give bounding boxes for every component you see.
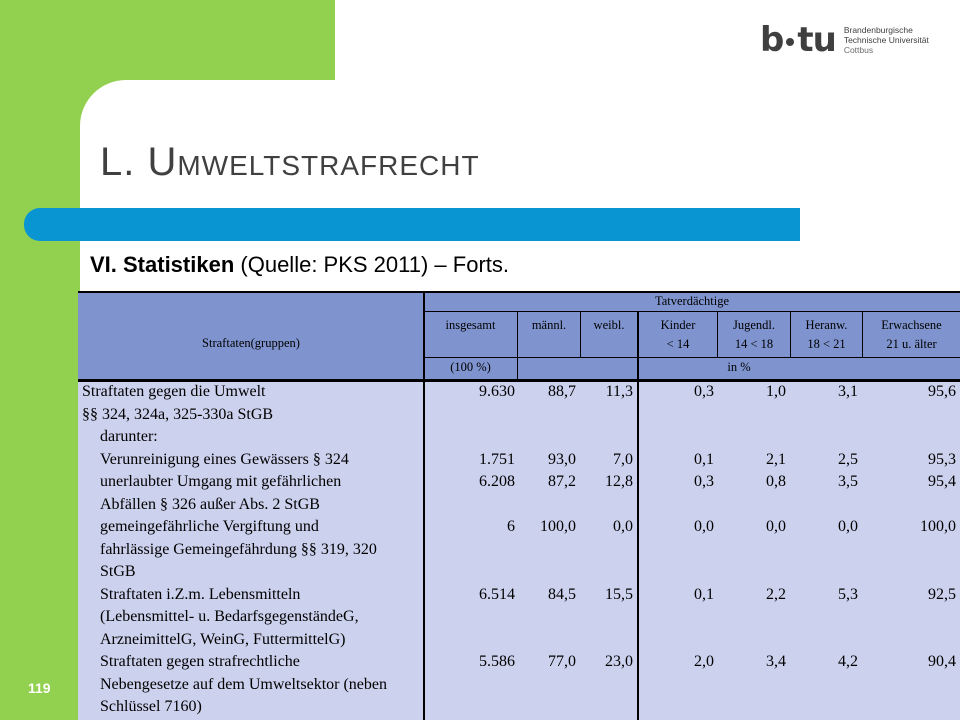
row-value-cell: 0,0 xyxy=(838,518,858,535)
row-label-line: darunter: xyxy=(100,428,158,445)
logo-line-1: Brandenburgische xyxy=(843,25,913,35)
row-value-cell: 92,5 xyxy=(928,585,956,603)
row-label-line: unerlaubter Umgang mit gefährlichen xyxy=(100,473,342,490)
btu-logo xyxy=(760,18,929,62)
rule-under-subheaders xyxy=(424,357,960,358)
header-erwachsene: Erwachsene xyxy=(881,318,942,332)
row-label-line: Straftaten gegen die Umwelt xyxy=(82,383,266,400)
blue-divider-bar xyxy=(24,208,800,241)
header-maennl: männl. xyxy=(531,318,567,332)
row-value-cell: 6.208 xyxy=(479,473,515,490)
row-value-cell: 0,1 xyxy=(694,450,714,468)
row-label-line: Abfällen § 326 außer Abs. 2 StGB xyxy=(100,495,320,513)
row-value-cell: 0,8 xyxy=(766,473,786,490)
row-label-line: Straftaten i.Z.m. Lebensmitteln xyxy=(100,585,301,603)
row-value-cell: 95,6 xyxy=(928,383,956,400)
row-value-cell: 3,5 xyxy=(838,473,858,490)
row-value-cell: 23,0 xyxy=(605,653,633,670)
row-value-cell: 0,0 xyxy=(694,518,714,535)
header-insgesamt: insgesamt xyxy=(445,318,496,332)
row-label-line: gemeingefährliche Vergiftung und xyxy=(100,518,319,535)
header-erwachsene-range: 21 u. älter xyxy=(886,337,937,351)
vrule-label xyxy=(423,291,425,720)
row-value-cell: 77,0 xyxy=(548,653,576,670)
row-value-cell: 3,1 xyxy=(838,383,858,400)
btu-logo-mark xyxy=(760,20,836,60)
row-value-cell: 93,0 xyxy=(548,450,576,468)
row-value-cell: 84,5 xyxy=(548,585,576,603)
row-value-cell: 1,0 xyxy=(766,383,786,400)
logo-text xyxy=(844,25,929,55)
subtitle-rest: (Quelle: PKS 2011) – Forts. xyxy=(234,252,509,277)
header-percent100: (100 %) xyxy=(450,360,491,374)
row-value-cell: 12,8 xyxy=(605,473,633,490)
header-jugendl-range: 14 < 18 xyxy=(734,337,774,351)
rule-under-tatverdaechtige xyxy=(424,311,960,312)
header-group: Straftaten(gruppen) xyxy=(202,336,300,350)
rule-top xyxy=(78,291,960,293)
header-kinder: Kinder xyxy=(660,318,696,332)
header-heranw-range: 18 < 21 xyxy=(807,337,846,351)
row-value-cell: 100,0 xyxy=(920,518,956,535)
header-inpercent: in % xyxy=(727,360,751,374)
statistics-table xyxy=(78,291,960,720)
header-heranw: Heranw. xyxy=(805,318,848,332)
row-value-cell: 2,2 xyxy=(766,585,786,603)
row-label-line: Schlüssel 7160) xyxy=(100,698,202,715)
row-value-cell: 7,0 xyxy=(613,450,633,468)
logo-mark-b: b xyxy=(760,20,784,60)
row-value-cell: 87,2 xyxy=(548,473,576,490)
header-tatverdaechtige: Tatverdächtige xyxy=(654,294,730,308)
slide-subtitle xyxy=(90,252,509,278)
row-value-cell: 0,3 xyxy=(694,473,714,490)
rule-header-bottom xyxy=(78,379,960,382)
row-label-line: StGB xyxy=(100,563,136,580)
row-value-cell: 2,5 xyxy=(838,450,858,468)
header-weibl: weibl. xyxy=(593,318,625,332)
row-value-cell: 11,3 xyxy=(605,383,633,400)
row-value-cell: 3,4 xyxy=(766,653,786,670)
subtitle-bold: VI. Statistiken xyxy=(90,252,235,277)
row-value-cell: 0,0 xyxy=(766,518,786,535)
row-label-line: §§ 324, 324a, 325-330a StGB xyxy=(82,405,274,423)
title-first: L. U xyxy=(100,140,178,184)
header-jugendl: Jugendl. xyxy=(732,318,775,332)
row-label-line: (Lebensmittel- u. BedarfsgegenständeG, xyxy=(100,608,359,625)
row-value-cell: 6 xyxy=(507,518,515,535)
row-value-cell: 2,0 xyxy=(694,653,714,670)
page-number: 119 xyxy=(28,680,51,696)
row-value-cell: 95,3 xyxy=(928,450,956,468)
row-label-line: Nebengesetze auf dem Umweltsektor (neben xyxy=(100,675,387,693)
row-value-cell: 4,2 xyxy=(838,653,858,670)
logo-mark-tu: tu xyxy=(797,20,836,60)
row-value-cell: 95,4 xyxy=(928,473,956,490)
row-value-cell: 1.751 xyxy=(479,450,515,468)
row-value-cell: 6.514 xyxy=(479,585,515,603)
row-label-line: ArzneimittelG, WeinG, FuttermittelG) xyxy=(100,630,346,648)
row-label-line: fahrlässige Gemeingefährdung §§ 319, 320 xyxy=(100,540,377,558)
logo-line-2: Technische Universität xyxy=(843,35,929,45)
row-value-cell: 5,3 xyxy=(838,585,858,603)
row-value-cell: 0,0 xyxy=(613,518,633,535)
row-label-line: Verunreinigung eines Gewässers § 324 xyxy=(100,450,349,468)
row-value-cell: 2,1 xyxy=(766,450,786,468)
slide-title xyxy=(100,140,480,185)
logo-dot-icon xyxy=(786,38,794,46)
row-value-cell: 9.630 xyxy=(479,383,515,400)
row-value-cell: 0,3 xyxy=(694,383,714,400)
header-kinder-range: < 14 xyxy=(666,337,690,351)
row-value-cell: 100,0 xyxy=(540,518,576,535)
title-rest: MWELTSTRAFRECHT xyxy=(177,150,480,181)
row-value-cell: 5.586 xyxy=(479,653,515,670)
row-value-cell: 0,1 xyxy=(694,585,714,603)
row-value-cell: 90,4 xyxy=(928,653,956,670)
row-value-cell: 88,7 xyxy=(548,383,576,400)
logo-line-3: Cottbus xyxy=(843,45,874,55)
row-value-cell: 15,5 xyxy=(605,585,633,603)
green-left-strip xyxy=(0,80,80,720)
row-label-line: Straftaten gegen strafrechtliche xyxy=(100,653,300,670)
